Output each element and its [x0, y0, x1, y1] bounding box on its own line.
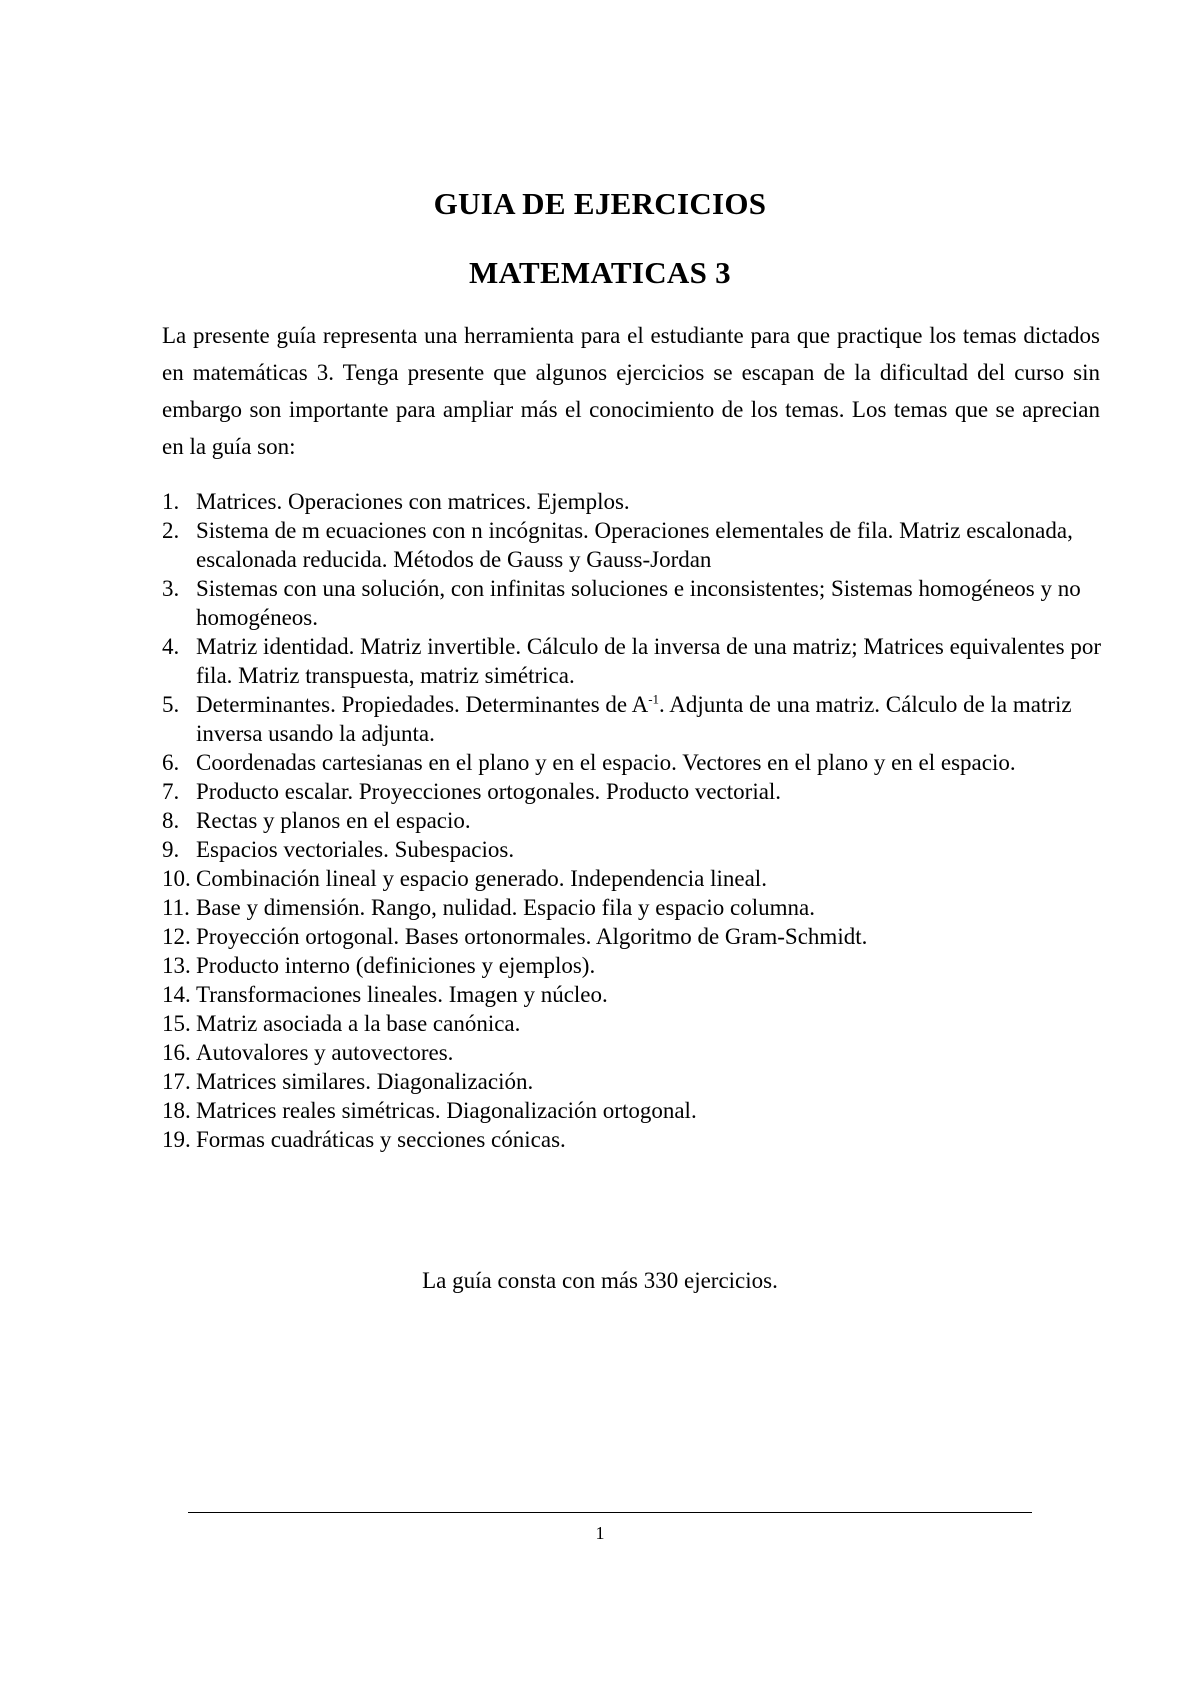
list-item-number: 11. — [162, 895, 190, 920]
list-item-text: Combinación lineal y espacio generado. Independencia lineal. — [196, 866, 767, 891]
list-item — [162, 864, 1102, 893]
list-item — [162, 951, 1102, 980]
document-subtitle: MATEMATICAS 3 — [469, 255, 731, 290]
intro-paragraph — [162, 317, 1100, 465]
list-item — [162, 632, 1102, 690]
list-item — [162, 980, 1102, 1009]
list-item-number: 19. — [162, 1127, 191, 1152]
list-item-text: Producto escalar. Proyecciones ortogonales. Producto vectorial. — [196, 779, 782, 804]
list-item — [162, 690, 1102, 748]
list-item-text: Sistemas con una solución, con infinitas soluciones e inconsistentes; Sistemas homogéneos y no homogéneos. — [196, 576, 1081, 630]
list-item — [162, 487, 1102, 516]
list-item-text: Matrices similares. Diagonalización. — [196, 1069, 534, 1094]
list-item — [162, 1096, 1102, 1125]
list-item-number: 1. — [162, 489, 180, 514]
list-item-number: 10. — [162, 866, 191, 891]
list-item-text: Proyección ortogonal. Bases ortonormales. Algoritmo de Gram-Schmidt. — [196, 924, 868, 949]
intro-text: La presente guía representa una herramienta para el estudiante para que practique los temas dictados en matemáticas 3. Tenga presente que algunos ejercicios se escapan de la dificultad del curso sin embargo son importante para ampliar más el conocimiento de los temas. Los temas que se aprecian en la guía son: — [162, 323, 1100, 459]
list-item — [162, 806, 1102, 835]
footer-divider — [188, 1512, 1032, 1513]
list-item — [162, 748, 1102, 777]
list-item-text: Autovalores y autovectores. — [196, 1040, 454, 1065]
list-item-text: Matrices. Operaciones con matrices. Ejemplos. — [196, 489, 630, 514]
list-item-number: 6. — [162, 750, 180, 775]
list-item-number: 5. — [162, 692, 180, 717]
list-item-text: Formas cuadráticas y secciones cónicas. — [196, 1127, 566, 1152]
list-item-text: Sistema de m ecuaciones con n incógnitas. Operaciones elementales de fila. Matriz escalonada, escalonada reducida. Métodos de Gauss y Gauss-Jordan — [196, 518, 1073, 572]
list-item-text: Matrices reales simétricas. Diagonalización ortogonal. — [196, 1098, 697, 1123]
list-item-number: 17. — [162, 1069, 191, 1094]
list-item-number: 7. — [162, 779, 180, 804]
page-number: 1 — [595, 1523, 605, 1543]
list-item-text: Espacios vectoriales. Subespacios. — [196, 837, 515, 862]
list-item-number: 15. — [162, 1011, 191, 1036]
list-item — [162, 574, 1102, 632]
list-item — [162, 516, 1102, 574]
list-item — [162, 922, 1102, 951]
list-item — [162, 1038, 1102, 1067]
list-item-number: 8. — [162, 808, 180, 833]
list-item — [162, 1125, 1102, 1154]
closing-note: La guía consta con más 330 ejercicios. — [422, 1268, 778, 1293]
list-item — [162, 1009, 1102, 1038]
list-item-number: 12. — [162, 924, 191, 949]
list-item-number: 9. — [162, 837, 180, 862]
list-item-text: Matriz asociada a la base canónica. — [196, 1011, 521, 1036]
list-item — [162, 893, 1102, 922]
list-item-number: 14. — [162, 982, 191, 1007]
inverse-superscript: -1 — [648, 691, 660, 707]
list-item-text: Coordenadas cartesianas en el plano y en el espacio. Vectores en el plano y en el espacio. — [196, 750, 1016, 775]
list-item-number: 16. — [162, 1040, 191, 1065]
topics-list — [162, 487, 1102, 1154]
list-item — [162, 777, 1102, 806]
list-item-text: Rectas y planos en el espacio. — [196, 808, 471, 833]
list-item — [162, 1067, 1102, 1096]
list-item-number: 4. — [162, 634, 180, 659]
list-item-number: 2. — [162, 518, 180, 543]
list-item-text-cont: . Adjunta de una matriz. Cálculo de la matriz inversa usando la adjunta. — [196, 692, 1072, 746]
list-item-number: 3. — [162, 576, 180, 601]
list-item — [162, 835, 1102, 864]
list-item-text: Base y dimensión. Rango, nulidad. Espacio fila y espacio columna. — [196, 895, 815, 920]
list-item-number: 18. — [162, 1098, 191, 1123]
list-item-text: Matriz identidad. Matriz invertible. Cálculo de la inversa de una matriz; Matrices equivalentes por fila. Matriz transpuesta, matriz simétrica. — [196, 634, 1101, 688]
list-item-text: Determinantes. Propiedades. Determinantes de A — [196, 692, 649, 717]
list-item-number: 13. — [162, 953, 191, 978]
document-title: GUIA DE EJERCICIOS — [433, 186, 767, 221]
list-item-text: Producto interno (definiciones y ejemplos). — [196, 953, 596, 978]
list-item-text: Transformaciones lineales. Imagen y núcleo. — [196, 982, 608, 1007]
